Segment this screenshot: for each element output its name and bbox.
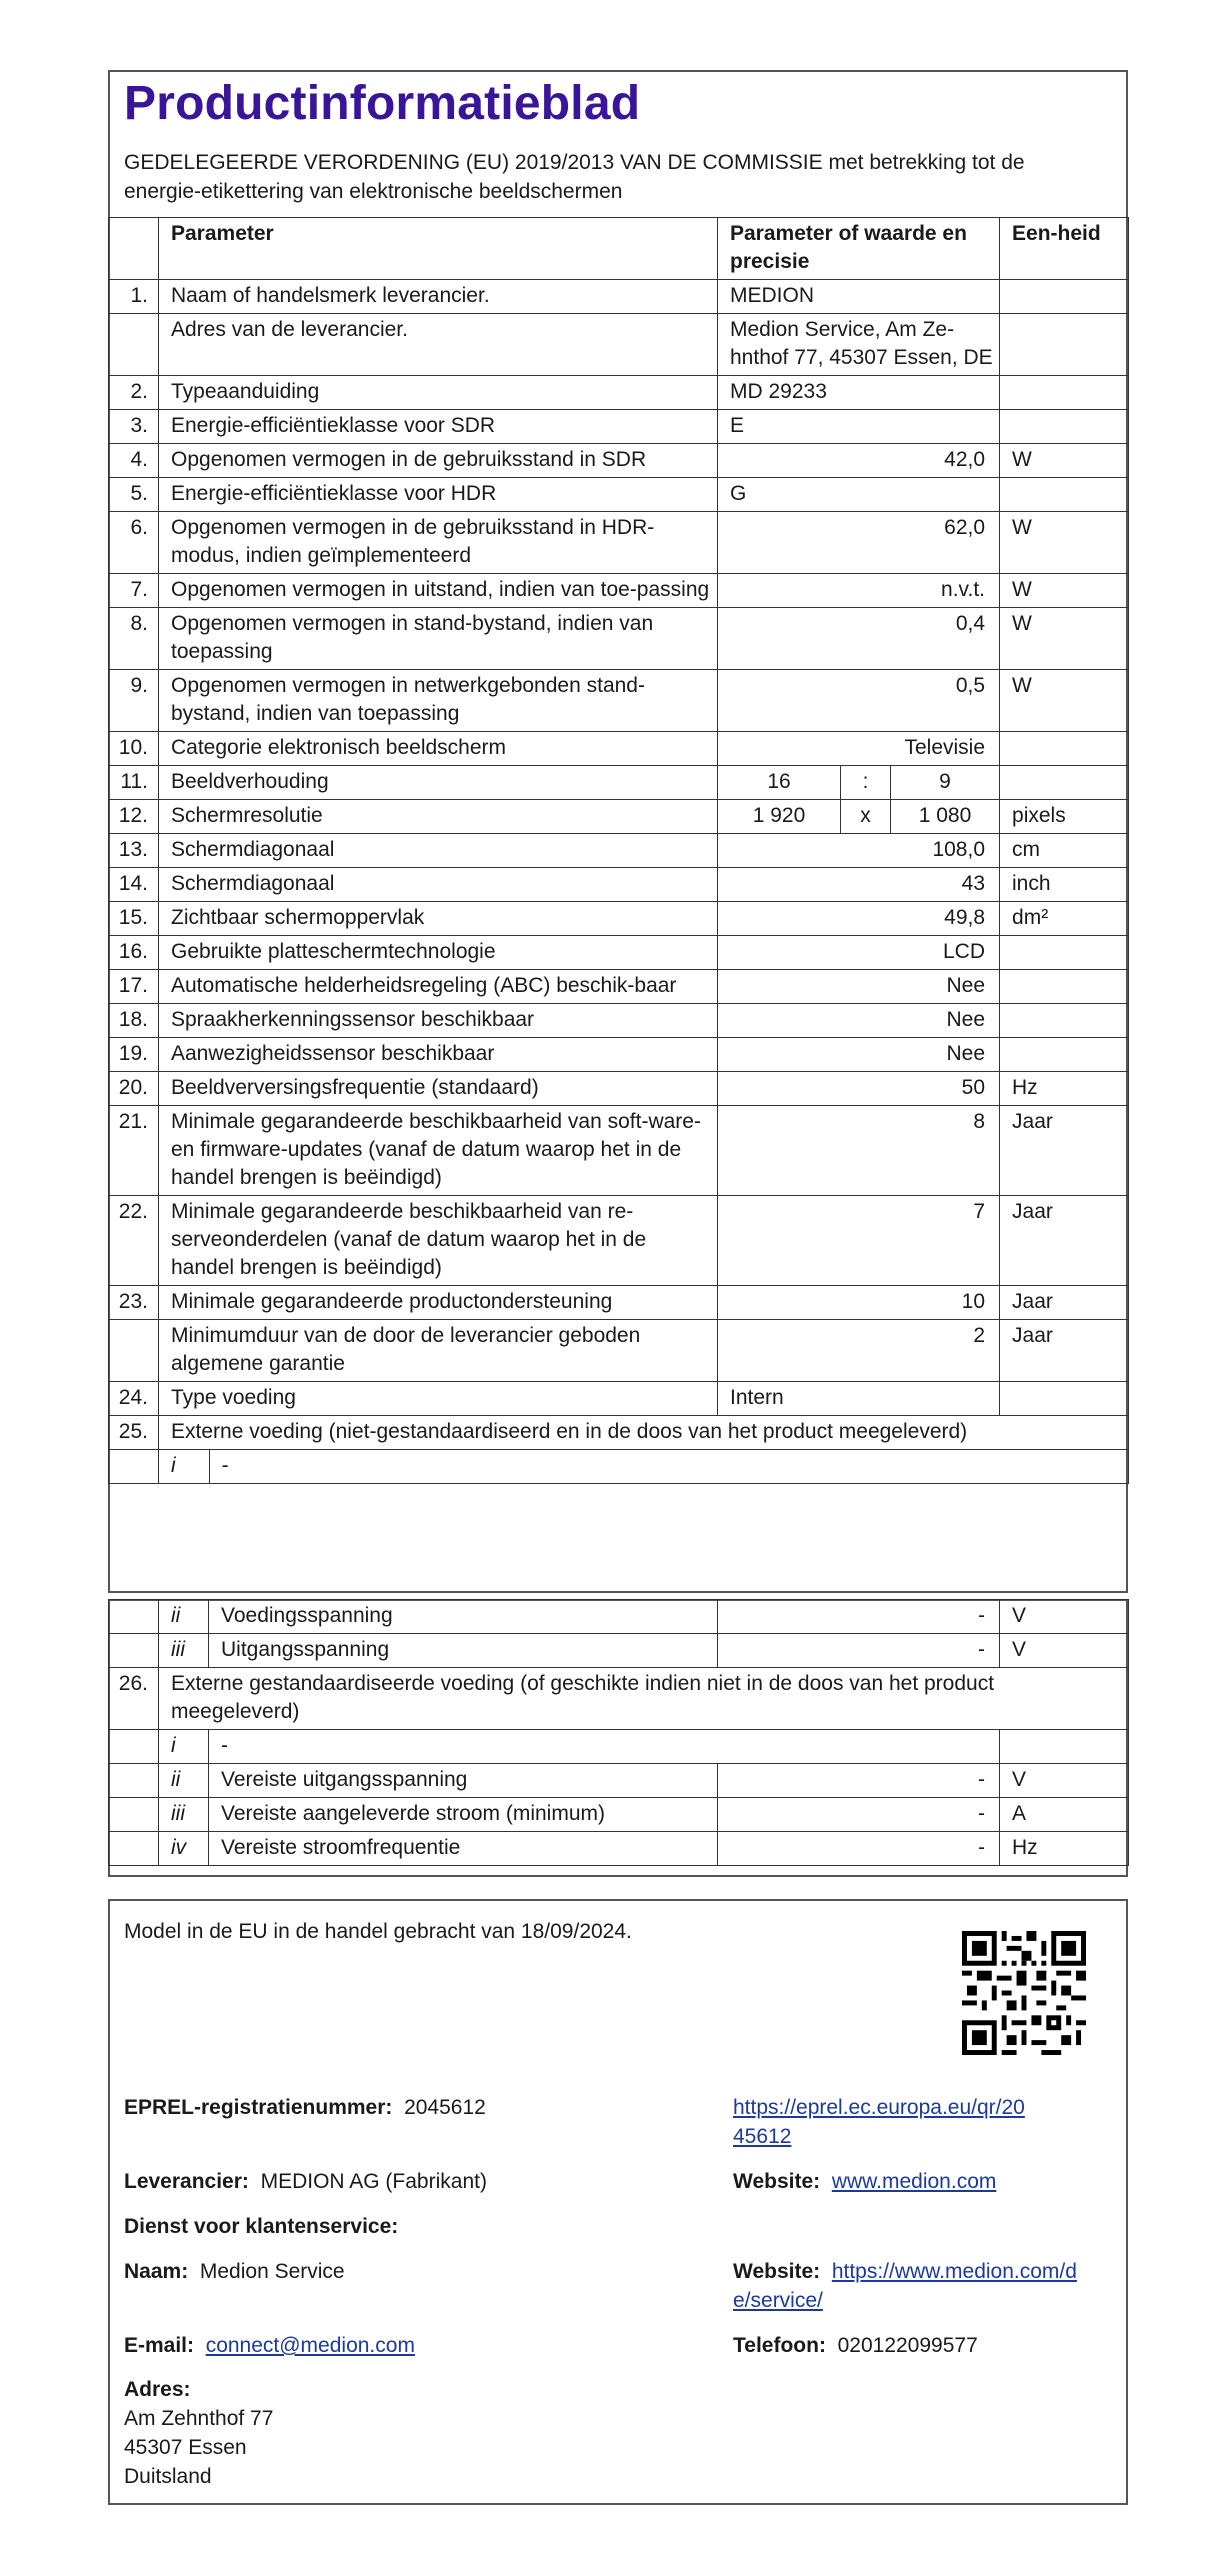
row-number: 5. xyxy=(109,478,159,512)
sub-parameter: Uitgangsspanning xyxy=(209,1634,718,1668)
row-unit: dm² xyxy=(1000,902,1129,936)
sub-parameter: Vereiste stroomfrequentie xyxy=(209,1832,718,1866)
row-parameter: Minimale gegarandeerde productondersteuning xyxy=(159,1286,718,1320)
table-row xyxy=(109,834,1129,868)
table-row xyxy=(109,732,1129,766)
email-link[interactable]: connect@medion.com xyxy=(205,2334,415,2357)
row-parameter: Automatische helderheidsregeling (ABC) beschik-baar xyxy=(159,970,718,1004)
footer-info xyxy=(108,1899,1128,2505)
row-number: 23. xyxy=(109,1286,159,1320)
address-block xyxy=(124,2375,273,2491)
row-parameter: Opgenomen vermogen in de gebruiksstand in SDR xyxy=(159,444,718,478)
row-value: Nee xyxy=(718,1004,1000,1038)
table-row xyxy=(109,1416,1129,1450)
row-number: 13. xyxy=(109,834,159,868)
row-value: 108,0 xyxy=(718,834,1000,868)
row-unit xyxy=(1000,732,1129,766)
sub-unit: Hz xyxy=(1000,1832,1129,1866)
row-parameter: Opgenomen vermogen in netwerkgebonden stand-bystand, indien van toepassing xyxy=(159,670,718,732)
sub-value: - xyxy=(718,1634,1000,1668)
row-parameter: Beeldverhouding xyxy=(159,766,718,800)
table-row xyxy=(109,608,1129,670)
row-value: 10 xyxy=(718,1286,1000,1320)
row-value: 49,8 xyxy=(718,902,1000,936)
row-parameter: Energie-efficiëntieklasse voor SDR xyxy=(159,410,718,444)
row-value: 0,4 xyxy=(718,608,1000,670)
table-row xyxy=(109,1004,1129,1038)
header-unit: Een-heid xyxy=(1000,218,1129,280)
row-value: n.v.t. xyxy=(718,574,1000,608)
sub-index: i xyxy=(171,1450,210,1483)
row-parameter: Minimale gegarandeerde beschikbaarheid van soft-ware- en firmware-updates (vanaf de datum waarop het in de handel brengen is beëindigd) xyxy=(159,1106,718,1196)
row-number: 7. xyxy=(109,574,159,608)
table-row xyxy=(109,1730,1129,1764)
row-value: E xyxy=(718,410,1000,444)
row-number: 4. xyxy=(109,444,159,478)
table-row xyxy=(109,280,1129,314)
website-link[interactable]: www.medion.com xyxy=(831,2170,997,2193)
website-label: Website: xyxy=(733,2170,821,2193)
header-parameter: Parameter xyxy=(159,218,718,280)
table-row xyxy=(109,512,1129,574)
row-value: LCD xyxy=(718,936,1000,970)
service-website-label: Website: xyxy=(733,2260,821,2283)
row-number xyxy=(109,1798,159,1832)
row-value-b: 1 080 xyxy=(891,800,1000,834)
sub-index: iii xyxy=(159,1634,209,1668)
row-number: 16. xyxy=(109,936,159,970)
row-value-a: 1 920 xyxy=(718,800,841,834)
sub-parameter: Vereiste uitgangsspanning xyxy=(209,1764,718,1798)
row-number xyxy=(109,1634,159,1668)
supplier-value: MEDION AG (Fabrikant) xyxy=(260,2170,487,2193)
row-parameter: Aanwezigheidssensor beschikbaar xyxy=(159,1038,718,1072)
sub-value: - xyxy=(209,1730,1000,1764)
row-value: 43 xyxy=(718,868,1000,902)
row-value: 2 xyxy=(718,1320,1000,1382)
row-parameter: Schermdiagonaal xyxy=(159,834,718,868)
website-line xyxy=(733,2167,996,2196)
table-row xyxy=(109,766,1129,800)
table-row xyxy=(109,478,1129,512)
row-parameter: Categorie elektronisch beeldscherm xyxy=(159,732,718,766)
row-number xyxy=(109,1450,159,1484)
phone-line xyxy=(733,2331,978,2360)
row-value: 62,0 xyxy=(718,512,1000,574)
phone-value: 020122099577 xyxy=(837,2334,978,2357)
table-row xyxy=(109,1286,1129,1320)
table-row xyxy=(109,1600,1129,1634)
row-parameter: Minimumduur van de door de leverancier geboden algemene garantie xyxy=(159,1320,718,1382)
row-parameter: Energie-efficiëntieklasse voor HDR xyxy=(159,478,718,512)
row-parameter: Opgenomen vermogen in stand-bystand, indien van toepassing xyxy=(159,608,718,670)
row-number: 26. xyxy=(109,1668,159,1730)
sub-index: ii xyxy=(159,1764,209,1798)
row-number xyxy=(109,1764,159,1798)
table-row xyxy=(109,1196,1129,1286)
row-number: 12. xyxy=(109,800,159,834)
sub-parameter: Voedingsspanning xyxy=(209,1600,718,1634)
row-value: 50 xyxy=(718,1072,1000,1106)
table-row xyxy=(109,670,1129,732)
eprel-label: EPREL-registratienummer: xyxy=(124,2096,393,2119)
qr-code-icon xyxy=(962,1931,1086,2055)
row-number: 18. xyxy=(109,1004,159,1038)
row-unit: Jaar xyxy=(1000,1106,1129,1196)
row-value: Televisie xyxy=(718,732,1000,766)
sub-value: - xyxy=(718,1600,1000,1634)
row-number: 10. xyxy=(109,732,159,766)
row-value: 42,0 xyxy=(718,444,1000,478)
row-number: 20. xyxy=(109,1072,159,1106)
address-city: 45307 Essen xyxy=(124,2436,247,2459)
service-website-link-cont[interactable]: e/service/ xyxy=(733,2289,823,2312)
row-value: Intern xyxy=(718,1382,1000,1416)
sub-parameter: Vereiste aangeleverde stroom (minimum) xyxy=(209,1798,718,1832)
row-number: 3. xyxy=(109,410,159,444)
row-number: 21. xyxy=(109,1106,159,1196)
supplier-label: Leverancier: xyxy=(124,2170,249,2193)
sub-unit: V xyxy=(1000,1764,1129,1798)
row-number: 17. xyxy=(109,970,159,1004)
row-unit: Jaar xyxy=(1000,1320,1129,1382)
row-value: Nee xyxy=(718,970,1000,1004)
table-row xyxy=(109,1072,1129,1106)
row-unit: W xyxy=(1000,574,1129,608)
page-title: Productinformatieblad xyxy=(124,77,641,130)
row-unit: cm xyxy=(1000,834,1129,868)
row-value: 0,5 xyxy=(718,670,1000,732)
row-number: 9. xyxy=(109,670,159,732)
row-unit: W xyxy=(1000,670,1129,732)
row-value: 8 xyxy=(718,1106,1000,1196)
row-value: Medion Service, Am Ze-hnthof 77, 45307 Essen, DE xyxy=(718,314,1000,376)
table-row xyxy=(109,868,1129,902)
row-unit: W xyxy=(1000,512,1129,574)
row-number: 1. xyxy=(109,280,159,314)
table-row xyxy=(109,376,1129,410)
name-label: Naam: xyxy=(124,2260,189,2283)
power-supply-table xyxy=(108,1599,1129,1866)
row-unit: Jaar xyxy=(1000,1286,1129,1320)
row-number: 6. xyxy=(109,512,159,574)
row-number: 24. xyxy=(109,1382,159,1416)
power-supply-section xyxy=(108,1599,1128,1877)
row-value-b: 9 xyxy=(891,766,1000,800)
parameter-table xyxy=(108,217,1129,1484)
row-value: G xyxy=(718,478,1000,512)
table-row xyxy=(109,1832,1129,1866)
table-row xyxy=(109,1106,1129,1196)
row-parameter: Adres van de leverancier. xyxy=(159,314,718,376)
row-unit: W xyxy=(1000,608,1129,670)
eprel-link[interactable]: https://eprel.ec.europa.eu/qr/20 45612 xyxy=(733,2096,1025,2148)
eprel-number: 2045612 xyxy=(404,2096,486,2119)
row-number: 11. xyxy=(109,766,159,800)
address-country: Duitsland xyxy=(124,2465,212,2488)
row-unit: Hz xyxy=(1000,1072,1129,1106)
row-parameter: Naam of handelsmerk leverancier. xyxy=(159,280,718,314)
row-parameter: Opgenomen vermogen in de gebruiksstand in HDR-modus, indien geïmplementeerd xyxy=(159,512,718,574)
row-value: MD 29233 xyxy=(718,376,1000,410)
row-parameter: Zichtbaar schermoppervlak xyxy=(159,902,718,936)
table-row xyxy=(109,444,1129,478)
row-unit xyxy=(1000,1038,1129,1072)
supplier-line xyxy=(124,2167,487,2196)
table-row xyxy=(109,410,1129,444)
row-unit xyxy=(1000,1382,1129,1416)
row-parameter: Type voeding xyxy=(159,1382,718,1416)
table-row xyxy=(109,1038,1129,1072)
row-unit xyxy=(1000,410,1129,444)
address-street: Am Zehnthof 77 xyxy=(124,2407,274,2430)
header-nr xyxy=(109,218,159,280)
row-number xyxy=(109,314,159,376)
table-row xyxy=(109,902,1129,936)
row-number: 22. xyxy=(109,1196,159,1286)
sub-value: - xyxy=(718,1798,1000,1832)
sub-value: - xyxy=(718,1764,1000,1798)
address-label: Adres: xyxy=(124,2378,191,2401)
name-line xyxy=(124,2257,345,2286)
sub-value: - xyxy=(718,1832,1000,1866)
row-value-separator: : xyxy=(841,766,891,800)
sub-index: iii xyxy=(159,1798,209,1832)
service-heading: Dienst voor klantenservice: xyxy=(124,2215,399,2238)
name-value: Medion Service xyxy=(199,2260,345,2283)
row-parameter: Externe gestandaardiseerde voeding (of geschikte indien niet in de doos van het product meegeleverd) xyxy=(159,1668,1129,1730)
row-number: 2. xyxy=(109,376,159,410)
row-value: 7 xyxy=(718,1196,1000,1286)
row-sub-i xyxy=(159,1450,1129,1484)
sub-unit: A xyxy=(1000,1798,1129,1832)
row-number xyxy=(109,1730,159,1764)
row-parameter: Schermresolutie xyxy=(159,800,718,834)
row-number xyxy=(109,1600,159,1634)
table-row xyxy=(109,1634,1129,1668)
row-value: MEDION xyxy=(718,280,1000,314)
row-unit: Jaar xyxy=(1000,1196,1129,1286)
table-row xyxy=(109,1382,1129,1416)
sub-index: iv xyxy=(159,1832,209,1866)
sub-value: - xyxy=(221,1454,229,1477)
row-number xyxy=(109,1832,159,1866)
eprel-line xyxy=(124,2093,486,2122)
row-parameter: Spraakherkenningssensor beschikbaar xyxy=(159,1004,718,1038)
row-parameter: Minimale gegarandeerde beschikbaarheid van re-serveonderdelen (vanaf de datum waarop het in de handel brengen is beëindigd) xyxy=(159,1196,718,1286)
row-parameter: Opgenomen vermogen in uitstand, indien van toe-passing xyxy=(159,574,718,608)
table-row xyxy=(109,1320,1129,1382)
row-parameter: Beeldverversingsfrequentie (standaard) xyxy=(159,1072,718,1106)
row-unit xyxy=(1000,376,1129,410)
table-row xyxy=(109,574,1129,608)
row-unit xyxy=(1000,478,1129,512)
table-row xyxy=(109,1798,1129,1832)
row-unit: pixels xyxy=(1000,800,1129,834)
info-sheet-main xyxy=(108,70,1128,1593)
email-line xyxy=(124,2331,415,2360)
email-label: E-mail: xyxy=(124,2334,195,2357)
table-row xyxy=(109,970,1129,1004)
row-number: 25. xyxy=(109,1416,159,1450)
row-value-a: 16 xyxy=(718,766,841,800)
regulation-subtitle: GEDELEGEERDE VERORDENING (EU) 2019/2013 VAN DE COMMISSIE met betrekking tot de energie-etikettering van elektronische beeldschermen xyxy=(124,151,1025,203)
row-unit: W xyxy=(1000,444,1129,478)
row-value-separator: x xyxy=(841,800,891,834)
row-unit xyxy=(1000,1004,1129,1038)
table-row xyxy=(109,1668,1129,1730)
row-number: 8. xyxy=(109,608,159,670)
phone-label: Telefoon: xyxy=(733,2334,826,2357)
row-parameter: Schermdiagonaal xyxy=(159,868,718,902)
sub-index: ii xyxy=(159,1600,209,1634)
service-website-link[interactable]: https://www.medion.com/d xyxy=(831,2260,1077,2283)
table-row xyxy=(109,936,1129,970)
row-parameter: Typeaanduiding xyxy=(159,376,718,410)
table-row xyxy=(109,800,1129,834)
service-website-line xyxy=(733,2257,1077,2315)
row-unit xyxy=(1000,970,1129,1004)
sub-unit: V xyxy=(1000,1634,1129,1668)
table-row xyxy=(109,1764,1129,1798)
row-unit xyxy=(1000,314,1129,376)
row-unit: inch xyxy=(1000,868,1129,902)
sub-unit xyxy=(1000,1730,1129,1764)
row-unit xyxy=(1000,936,1129,970)
table-row xyxy=(109,314,1129,376)
row-number: 15. xyxy=(109,902,159,936)
row-parameter: Gebruikte platteschermtechnologie xyxy=(159,936,718,970)
sub-unit: V xyxy=(1000,1600,1129,1634)
row-unit xyxy=(1000,766,1129,800)
row-number: 14. xyxy=(109,868,159,902)
row-unit xyxy=(1000,280,1129,314)
market-date-text: Model in de EU in de handel gebracht van 18/09/2024. xyxy=(124,1920,632,1943)
sub-index: i xyxy=(159,1730,209,1764)
table-header-row xyxy=(109,218,1129,280)
row-parameter: Externe voeding (niet-gestandaardiseerd en in de doos van het product meegeleverd) xyxy=(159,1416,1129,1450)
header-value: Parameter of waarde en precisie xyxy=(718,218,1000,280)
row-value: Nee xyxy=(718,1038,1000,1072)
row-number: 19. xyxy=(109,1038,159,1072)
table-row xyxy=(109,1450,1129,1484)
row-number xyxy=(109,1320,159,1382)
